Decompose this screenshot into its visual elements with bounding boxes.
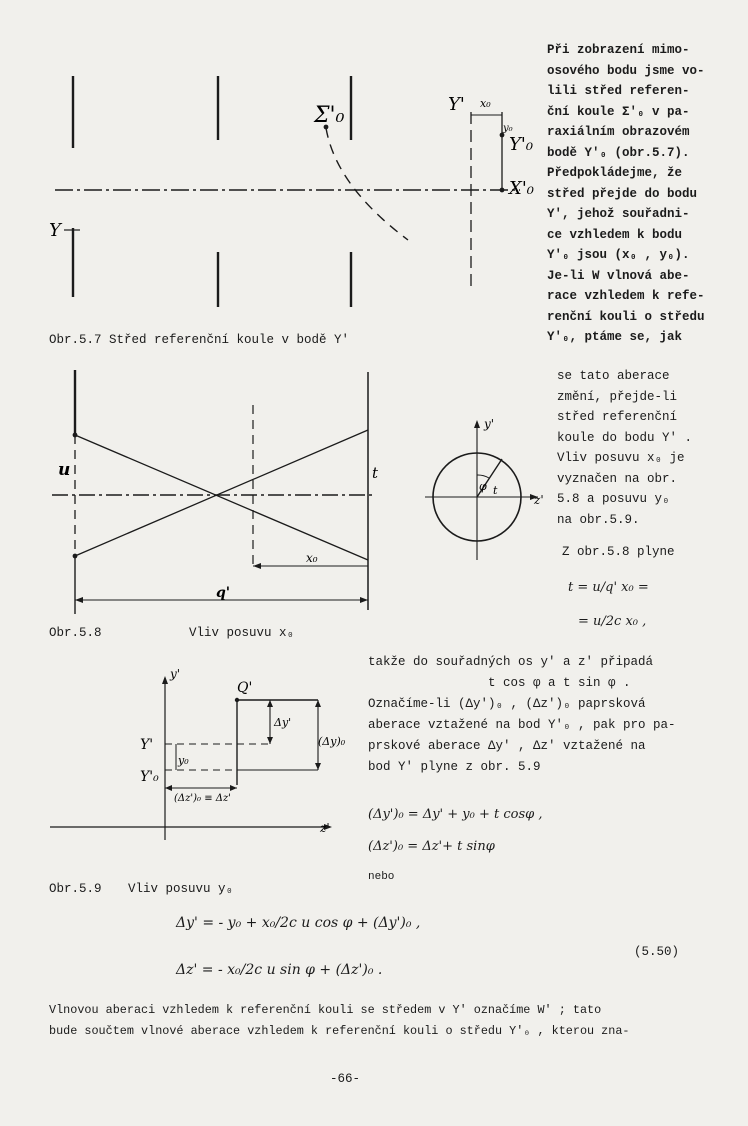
equation-t-1: t = u/q' x₀ = bbox=[568, 580, 649, 595]
fig59-y0prime-label: Y'₀ bbox=[140, 769, 159, 785]
figure-5-8-caption-text: Vliv posuvu x₀ bbox=[189, 626, 295, 640]
text-line: bod Y' plyne z obr. 5.9 bbox=[368, 760, 541, 774]
fig58-tcirc-label: t bbox=[493, 484, 498, 497]
sidebar-line: se tato aberace bbox=[557, 369, 670, 383]
figure-5-9-caption-text: Vliv posuvu y₀ bbox=[128, 882, 234, 896]
sidebar-line: race vzhledem k refe- bbox=[547, 289, 705, 303]
fig57-x0-label: x₀ bbox=[480, 97, 491, 110]
figure-5-8 bbox=[0, 370, 560, 620]
text-line: Označíme-li (Δy')₀ , (Δz')₀ paprsková bbox=[368, 697, 646, 711]
page-number: -66- bbox=[330, 1072, 361, 1086]
text-line: takže do souřadných os y' a z' připadá bbox=[368, 655, 654, 669]
sidebar-line: Y', jehož souřadni- bbox=[547, 207, 690, 221]
figure-5-7-caption: Obr.5.7 Střed referenční koule v bodě Y' bbox=[49, 333, 350, 347]
text-line: t cos φ a t sin φ . bbox=[488, 676, 631, 690]
equation-a: (Δy')₀ = Δy' + y₀ + t cosφ , bbox=[368, 807, 543, 822]
figure-5-9-caption-num: Obr.5.9 bbox=[49, 882, 102, 896]
sidebar-line: ční koule Σ'₀ v pa- bbox=[547, 104, 690, 119]
fig58-q-label: q' bbox=[216, 585, 231, 601]
sidebar-line: Y'₀, ptáme se, jak bbox=[547, 330, 683, 344]
fig58-phi-label: φ bbox=[479, 480, 487, 493]
sidebar-line: osového bodu jsme vo- bbox=[547, 63, 705, 78]
sidebar-line: vyznačen na obr. bbox=[557, 471, 678, 486]
fig59-dy0-label: (Δy)₀ bbox=[318, 735, 346, 748]
sidebar-line: změní, přejde-li bbox=[557, 389, 678, 404]
equation-t-2: = u/2c x₀ , bbox=[578, 614, 647, 629]
fig59-y-label: y' bbox=[170, 667, 181, 681]
sidebar-line: koule do bodu Y' . bbox=[557, 430, 693, 445]
figure-5-7 bbox=[0, 0, 540, 320]
fig57-sigma-label: Σ'₀ bbox=[314, 103, 345, 128]
fig58-x0-label: x₀ bbox=[306, 551, 318, 565]
sidebar-line: Předpokládejme, že bbox=[547, 166, 683, 180]
nebo-word: nebo bbox=[368, 871, 395, 883]
equation-c: Δy' = - y₀ + x₀/2c u cos φ + (Δy')₀ , bbox=[176, 915, 421, 931]
fig59-q-label: Q' bbox=[237, 680, 253, 696]
sidebar-line: střed referenční bbox=[557, 410, 678, 424]
sidebar-line: na obr.5.9. bbox=[557, 512, 640, 527]
sidebar-line: ce vzhledem k bodu bbox=[547, 227, 683, 242]
fig59-yprime-label: Y' bbox=[140, 737, 154, 753]
fig59-dy-label: Δy' bbox=[274, 716, 292, 729]
main-text-block bbox=[368, 652, 676, 778]
sidebar-line: střed přejde do bodu bbox=[547, 186, 698, 201]
fig57-x0prime-label: X'₀ bbox=[509, 178, 534, 199]
sidebar-line: Vliv posuvu x₀ je bbox=[557, 451, 685, 465]
sidebar-line: lili střed referen- bbox=[547, 84, 690, 98]
sidebar-line: bodě Y'₀ (obr.5.7). bbox=[547, 145, 690, 160]
equation-d: Δz' = - x₀/2c u sin φ + (Δz')₀ . bbox=[176, 962, 383, 978]
fig57-y0-label: y₀ bbox=[503, 123, 513, 134]
sidebar-paragraph-mid bbox=[557, 366, 692, 530]
fig58-t-label: t bbox=[372, 464, 379, 482]
sidebar-line: Y'₀ jsou (x₀ , y₀). bbox=[547, 248, 690, 262]
sidebar-paragraph-top bbox=[547, 40, 705, 348]
bottom-line: Vlnovou aberaci vzhledem k referenční kouli se středem v Y' označíme W' ; tato bbox=[49, 1003, 602, 1017]
sidebar-line: renční kouli o středu bbox=[547, 309, 705, 324]
fig57-yprime-label: Y' bbox=[448, 94, 465, 115]
fig57-y-label: Y bbox=[49, 220, 61, 241]
sidebar-line: Je-li W vlnová abe- bbox=[547, 268, 690, 283]
z-obr-line: Z obr.5.8 plyne bbox=[562, 545, 675, 559]
fig59-y0-label: y₀ bbox=[178, 754, 189, 767]
fig57-y0prime-label: Y'₀ bbox=[509, 134, 534, 155]
bottom-paragraph bbox=[49, 1000, 630, 1042]
sidebar-line: 5.8 a posuvu y₀ bbox=[557, 492, 670, 506]
sidebar-line: Při zobrazení mimo- bbox=[547, 43, 690, 57]
equation-b: (Δz')₀ = Δz'+ t sinφ bbox=[368, 839, 495, 854]
fig58-yaxis-label: y' bbox=[484, 417, 495, 431]
fig59-z-label: z' bbox=[320, 821, 330, 835]
bottom-line: bude součtem vlnové aberace vzhledem k referenční kouli o středu Y'₀ , kterou zna- bbox=[49, 1024, 630, 1038]
figure-5-8-caption-num: Obr.5.8 bbox=[49, 626, 102, 640]
equation-number: (5.50) bbox=[634, 945, 680, 959]
fig58-zaxis-label: z' bbox=[534, 493, 544, 507]
fig58-u-label: u bbox=[58, 460, 71, 480]
fig59-dz-label: (Δz')₀ ≡ Δz' bbox=[174, 793, 232, 804]
figure-5-9 bbox=[0, 660, 350, 875]
text-line: prskové aberace Δy' , Δz' vztažené na bbox=[368, 739, 646, 753]
sidebar-line: raxiálním obrazovém bbox=[547, 125, 690, 139]
text-line: aberace vztažené na bod Y'₀ , pak pro pa- bbox=[368, 718, 676, 732]
